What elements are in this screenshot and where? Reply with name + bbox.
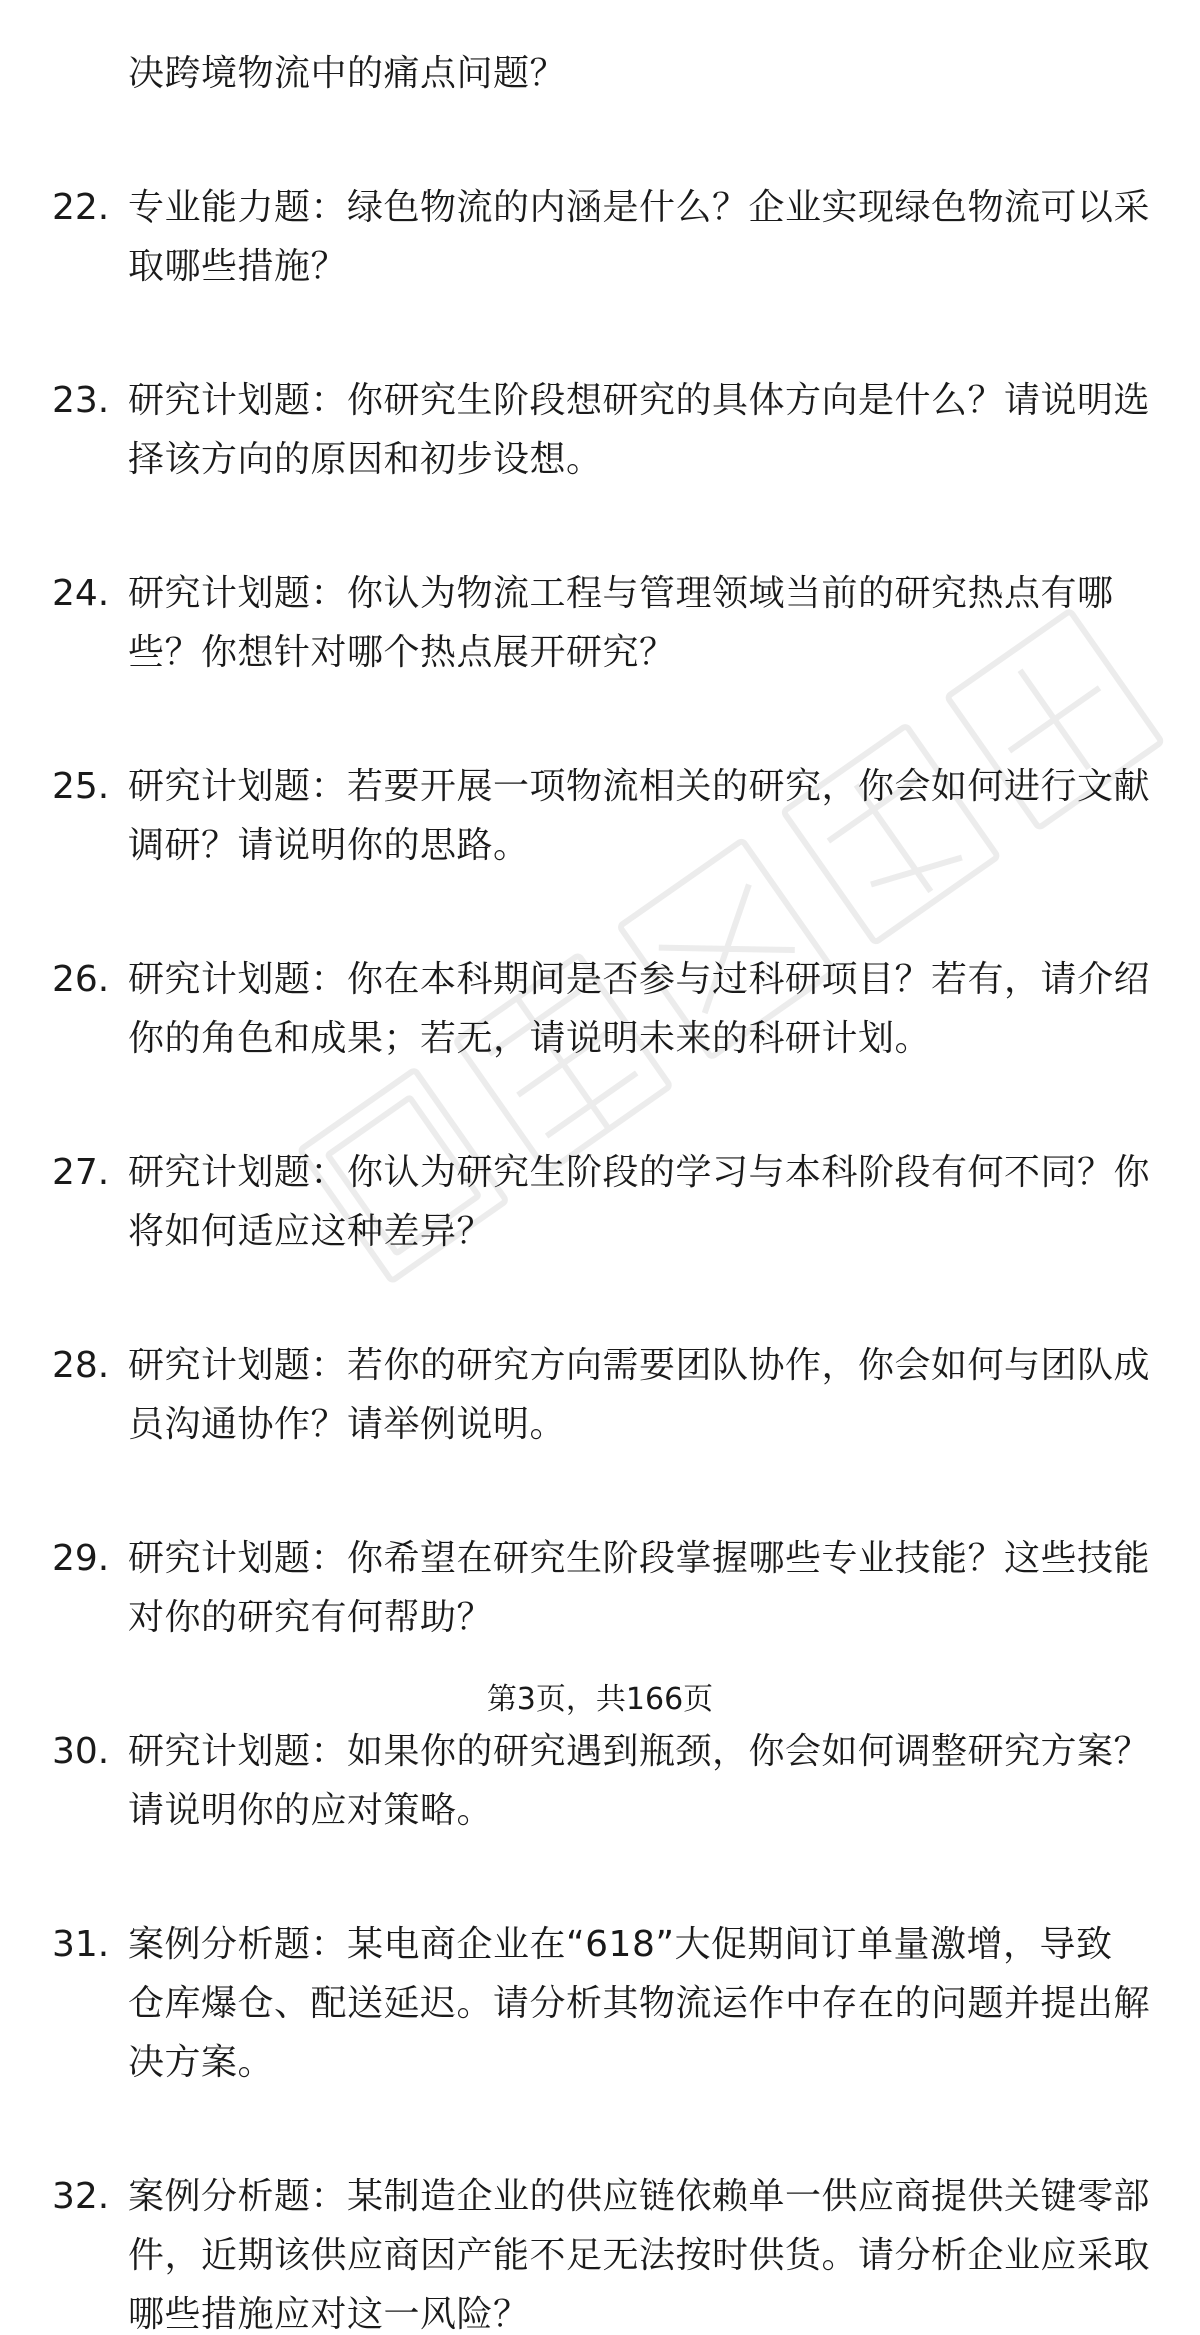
question-text-line: 将如何适应这种差异？: [128, 1211, 494, 1252]
question-number: 27.: [52, 1152, 110, 1193]
question-text-line: 案例分析题：某电商企业在“618”大促期间订单量激增，导致: [128, 1924, 1113, 1965]
question-number: 30.: [52, 1731, 110, 1772]
question-text-line: 些？你想针对哪个热点展开研究？: [128, 632, 676, 673]
question-text-line: 研究计划题：你研究生阶段想研究的具体方向是什么？请说明选: [128, 380, 1151, 421]
question-text-line: 研究计划题：如果你的研究遇到瓶颈，你会如何调整研究方案？: [128, 1731, 1151, 1772]
page-footer: 第3页，共166页: [486, 1682, 714, 1717]
question-number: 31.: [52, 1924, 110, 1965]
question-text-line: 哪些措施应对这一风险？: [128, 2294, 530, 2335]
question-number: 25.: [52, 766, 110, 807]
question-text-line: 研究计划题：若你的研究方向需要团队协作，你会如何与团队成: [128, 1345, 1151, 1386]
question-number: 26.: [52, 959, 110, 1000]
question-text-line: 你的角色和成果；若无，请说明未来的科研计划。: [128, 1018, 932, 1059]
question-text-line: 专业能力题：绿色物流的内涵是什么？企业实现绿色物流可以采: [128, 187, 1151, 228]
question-text-line: 件，近期该供应商因产能不足无法按时供货。请分析企业应采取: [128, 2235, 1151, 2276]
question-text-line: 案例分析题：某制造企业的供应链依赖单一供应商提供关键零部: [128, 2176, 1151, 2217]
question-text-line: 仓库爆仓、配送延迟。请分析其物流运作中存在的问题并提出解: [128, 1983, 1151, 2024]
question-text-line: 研究计划题：你希望在研究生阶段掌握哪些专业技能？这些技能: [128, 1538, 1151, 1579]
question-text-line: 研究计划题：你在本科期间是否参与过科研项目？若有，请介绍: [128, 959, 1151, 1000]
question-number: 22.: [52, 187, 110, 228]
question-text-line: 择该方向的原因和初步设想。: [128, 439, 603, 480]
question-text-line: 研究计划题：若要开展一项物流相关的研究，你会如何进行文献: [128, 766, 1151, 807]
question-text-line: 调研？请说明你的思路。: [128, 825, 530, 866]
question-number: 24.: [52, 573, 110, 614]
question-text-line: 对你的研究有何帮助？: [128, 1597, 494, 1638]
question-number: 28.: [52, 1345, 110, 1386]
question-text-line: 决方案。: [128, 2042, 275, 2083]
question-number: 23.: [52, 380, 110, 421]
question-number: 29.: [52, 1538, 110, 1579]
question-text-line: 研究计划题：你认为研究生阶段的学习与本科阶段有何不同？你: [128, 1152, 1151, 1193]
question-text-line: 员沟通协作？请举例说明。: [128, 1404, 567, 1445]
question-number: 32.: [52, 2176, 110, 2217]
question-text-line: 研究计划题：你认为物流工程与管理领域当前的研究热点有哪: [128, 573, 1114, 614]
question-text-line: 请说明你的应对策略。: [128, 1790, 494, 1831]
question-text-line: 取哪些措施？: [128, 246, 348, 287]
continuation-line: 决跨境物流中的痛点问题？: [128, 53, 567, 94]
